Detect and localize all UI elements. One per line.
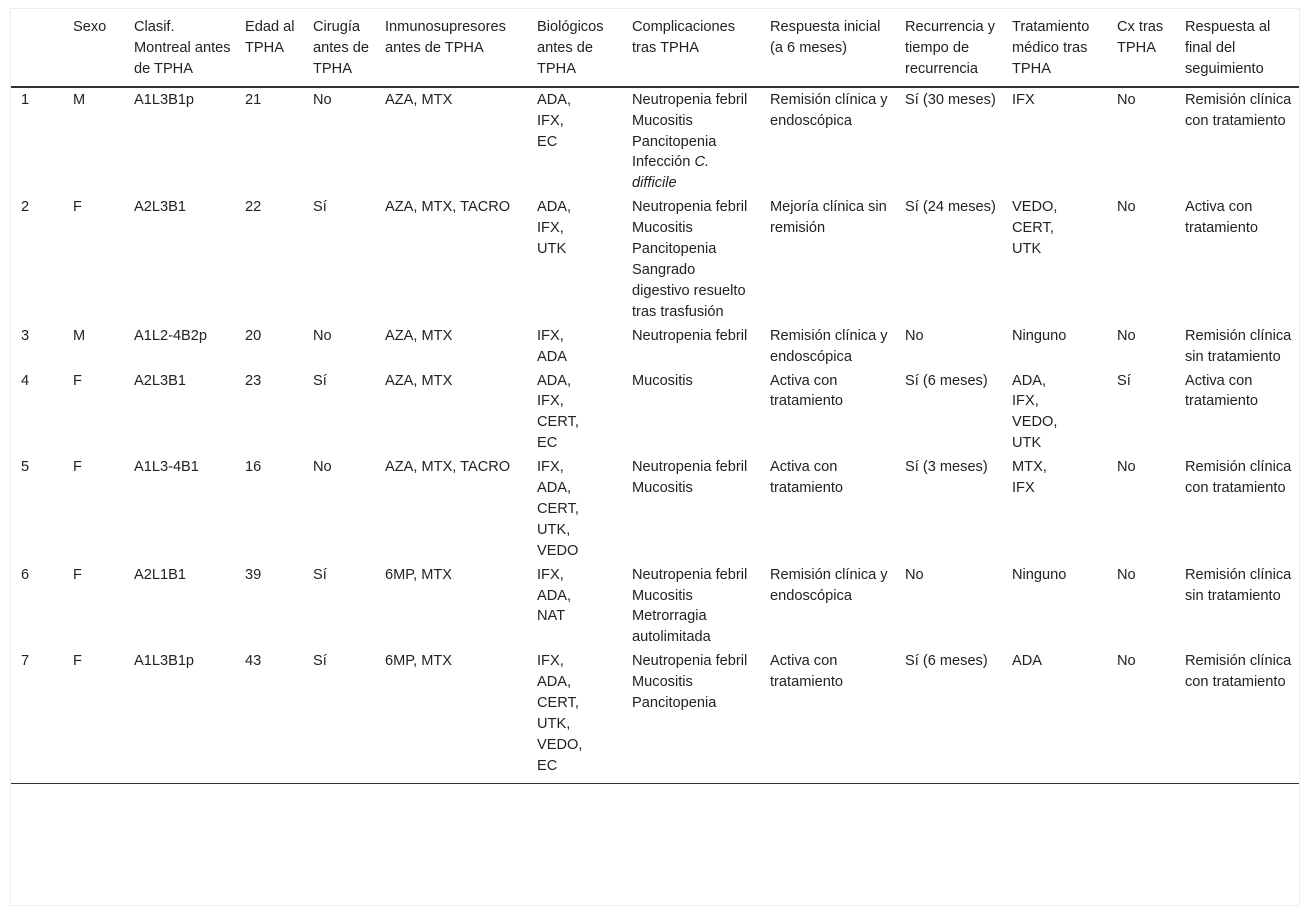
table-row bbox=[11, 370, 1299, 457]
patients-table bbox=[11, 9, 1299, 784]
cell-inmuno: AZA, MTX, TACRO bbox=[385, 459, 511, 476]
cell-respuesta-final: Remisión clínica sin tratamiento bbox=[1185, 327, 1292, 365]
complications-text: Neutropenia febril Mucositis Pancitopenia Infección bbox=[632, 91, 748, 171]
cell-tratamiento: IFX bbox=[1012, 91, 1035, 108]
cell-respuesta-final: Remisión clínica sin tratamiento bbox=[1185, 566, 1292, 604]
cell-cirugia: No bbox=[313, 91, 332, 108]
cell-biologicos: ADA, IFX, EC bbox=[537, 91, 572, 150]
cell-cx: Sí bbox=[1117, 372, 1131, 389]
cell-respuesta-inicial: Remisión clínica y endoscópica bbox=[770, 327, 888, 365]
cell-respuesta-final: Activa con tratamiento bbox=[1185, 199, 1259, 237]
cell-respuesta-inicial: Mejoría clínica sin remisión bbox=[770, 199, 887, 237]
cell-respuesta-final: Remisión clínica con tratamiento bbox=[1185, 459, 1292, 497]
cell-montreal: A1L3B1p bbox=[134, 653, 195, 670]
cell-recurrencia: Sí (30 meses) bbox=[905, 91, 996, 108]
column-header: Respuesta inicial (a 6 meses) bbox=[770, 19, 881, 56]
cell-inmuno: AZA, MTX bbox=[385, 327, 453, 344]
complications-text: Neutropenia febril Mucositis Pancitopenia bbox=[632, 653, 748, 712]
cell-tratamiento: ADA bbox=[1012, 653, 1043, 670]
cell-edad: 20 bbox=[245, 327, 262, 344]
cell-tratamiento: ADA, IFX, VEDO, UTK bbox=[1012, 372, 1058, 452]
cell-edad: 43 bbox=[245, 653, 262, 670]
table-container bbox=[10, 8, 1300, 906]
cell-inmuno: 6MP, MTX bbox=[385, 653, 453, 670]
cell-cx: No bbox=[1117, 566, 1136, 583]
table-row bbox=[11, 564, 1299, 651]
table-header bbox=[11, 9, 1299, 87]
cell-complicaciones bbox=[622, 325, 760, 370]
complications-text: Neutropenia febril Mucositis bbox=[632, 459, 748, 497]
column-header: Tratamiento médico tras TPHA bbox=[1012, 19, 1090, 77]
cell-respuesta-final: Remisión clínica con tratamiento bbox=[1185, 653, 1292, 691]
cell-biologicos: ADA, IFX, UTK bbox=[537, 199, 572, 258]
column-header: Recurrencia y tiempo de recurrencia bbox=[905, 19, 996, 77]
cell-complicaciones bbox=[622, 370, 760, 457]
column-header: Respuesta al final del seguimiento bbox=[1185, 19, 1271, 77]
cell-respuesta-inicial: Remisión clínica y endoscópica bbox=[770, 91, 888, 129]
cell-cirugia: No bbox=[313, 327, 332, 344]
cell-inmuno: AZA, MTX bbox=[385, 91, 453, 108]
cell-tratamiento: MTX, IFX bbox=[1012, 459, 1047, 497]
cell-montreal: A1L3B1p bbox=[134, 91, 195, 108]
cell-complicaciones bbox=[622, 196, 760, 324]
cell-respuesta-inicial: Activa con tratamiento bbox=[770, 372, 844, 410]
species-name: C. difficile bbox=[632, 154, 710, 192]
cell-recurrencia: No bbox=[905, 327, 924, 344]
cell-sexo: F bbox=[73, 653, 82, 670]
table-row bbox=[11, 325, 1299, 370]
cell-edad: 22 bbox=[245, 199, 262, 216]
complications-text: Neutropenia febril bbox=[632, 327, 748, 344]
cell-inmuno: AZA, MTX bbox=[385, 372, 453, 389]
cell-sexo: F bbox=[73, 199, 82, 216]
cell-edad: 39 bbox=[245, 566, 262, 583]
cell-biologicos: IFX, ADA, NAT bbox=[537, 566, 572, 625]
cell-respuesta-inicial: Activa con tratamiento bbox=[770, 459, 844, 497]
cell-id: 7 bbox=[21, 653, 30, 670]
cell-recurrencia: Sí (3 meses) bbox=[905, 459, 988, 476]
cell-id: 1 bbox=[21, 91, 30, 108]
cell-cx: No bbox=[1117, 459, 1136, 476]
cell-montreal: A2L3B1 bbox=[134, 372, 186, 389]
table-row bbox=[11, 650, 1299, 783]
complications-text: Mucositis bbox=[632, 372, 693, 389]
table-row bbox=[11, 196, 1299, 324]
header-row bbox=[11, 9, 1299, 87]
column-header: Inmunosupresores antes de TPHA bbox=[385, 19, 506, 56]
cell-respuesta-final: Activa con tratamiento bbox=[1185, 372, 1259, 410]
column-header: Biológicos antes de TPHA bbox=[537, 19, 604, 77]
cell-sexo: M bbox=[73, 91, 86, 108]
cell-tratamiento: Ninguno bbox=[1012, 327, 1067, 344]
cell-edad: 23 bbox=[245, 372, 262, 389]
cell-montreal: A1L3-4B1 bbox=[134, 459, 199, 476]
cell-sexo: F bbox=[73, 566, 82, 583]
table-row bbox=[11, 456, 1299, 564]
cell-recurrencia: Sí (6 meses) bbox=[905, 653, 988, 670]
cell-inmuno: 6MP, MTX bbox=[385, 566, 453, 583]
column-header: Cx tras TPHA bbox=[1117, 19, 1164, 56]
cell-complicaciones bbox=[622, 564, 760, 651]
cell-id: 6 bbox=[21, 566, 30, 583]
cell-montreal: A2L3B1 bbox=[134, 199, 186, 216]
cell-respuesta-inicial: Remisión clínica y endoscópica bbox=[770, 566, 888, 604]
column-header: Clasif. Montreal antes de TPHA bbox=[134, 19, 231, 77]
cell-sexo: M bbox=[73, 327, 86, 344]
column-header: Complicaciones tras TPHA bbox=[632, 19, 736, 56]
cell-montreal: A1L2-4B2p bbox=[134, 327, 208, 344]
cell-sexo: F bbox=[73, 372, 82, 389]
table-body bbox=[11, 87, 1299, 784]
cell-respuesta-inicial: Activa con tratamiento bbox=[770, 653, 844, 691]
column-header: Cirugía antes de TPHA bbox=[313, 19, 369, 77]
cell-complicaciones bbox=[622, 87, 760, 197]
cell-edad: 21 bbox=[245, 91, 262, 108]
cell-id: 5 bbox=[21, 459, 30, 476]
cell-tratamiento: Ninguno bbox=[1012, 566, 1067, 583]
cell-cirugia: Sí bbox=[313, 566, 327, 583]
cell-complicaciones bbox=[622, 650, 760, 783]
cell-biologicos: IFX, ADA, CERT, UTK, VEDO bbox=[537, 459, 579, 559]
cell-edad: 16 bbox=[245, 459, 262, 476]
cell-cirugia: No bbox=[313, 459, 332, 476]
column-header: Edad al TPHA bbox=[245, 19, 295, 56]
cell-id: 3 bbox=[21, 327, 30, 344]
cell-biologicos: ADA, IFX, CERT, EC bbox=[537, 372, 579, 452]
cell-recurrencia: Sí (6 meses) bbox=[905, 372, 988, 389]
cell-biologicos: IFX, ADA, CERT, UTK, VEDO, EC bbox=[537, 653, 583, 774]
cell-cx: No bbox=[1117, 199, 1136, 216]
cell-inmuno: AZA, MTX, TACRO bbox=[385, 199, 511, 216]
cell-recurrencia: No bbox=[905, 566, 924, 583]
cell-respuesta-final: Remisión clínica con tratamiento bbox=[1185, 91, 1292, 129]
column-header bbox=[11, 9, 63, 87]
cell-biologicos: IFX, ADA bbox=[537, 327, 568, 365]
cell-recurrencia: Sí (24 meses) bbox=[905, 199, 996, 216]
table-row bbox=[11, 87, 1299, 197]
cell-cirugia: Sí bbox=[313, 653, 327, 670]
cell-tratamiento: VEDO, CERT, UTK bbox=[1012, 199, 1058, 258]
cell-cirugia: Sí bbox=[313, 199, 327, 216]
cell-cx: No bbox=[1117, 653, 1136, 670]
complications-text: Neutropenia febril Mucositis Pancitopenia Sangrado digestivo resuelto tras trasfusión bbox=[632, 199, 748, 320]
cell-cx: No bbox=[1117, 327, 1136, 344]
cell-cirugia: Sí bbox=[313, 372, 327, 389]
cell-cx: No bbox=[1117, 91, 1136, 108]
column-header: Sexo bbox=[73, 19, 107, 35]
cell-montreal: A2L1B1 bbox=[134, 566, 186, 583]
cell-sexo: F bbox=[73, 459, 82, 476]
cell-id: 2 bbox=[21, 199, 30, 216]
complications-text: Neutropenia febril Mucositis Metrorragia autolimitada bbox=[632, 566, 748, 646]
cell-complicaciones bbox=[622, 456, 760, 564]
cell-id: 4 bbox=[21, 372, 30, 389]
